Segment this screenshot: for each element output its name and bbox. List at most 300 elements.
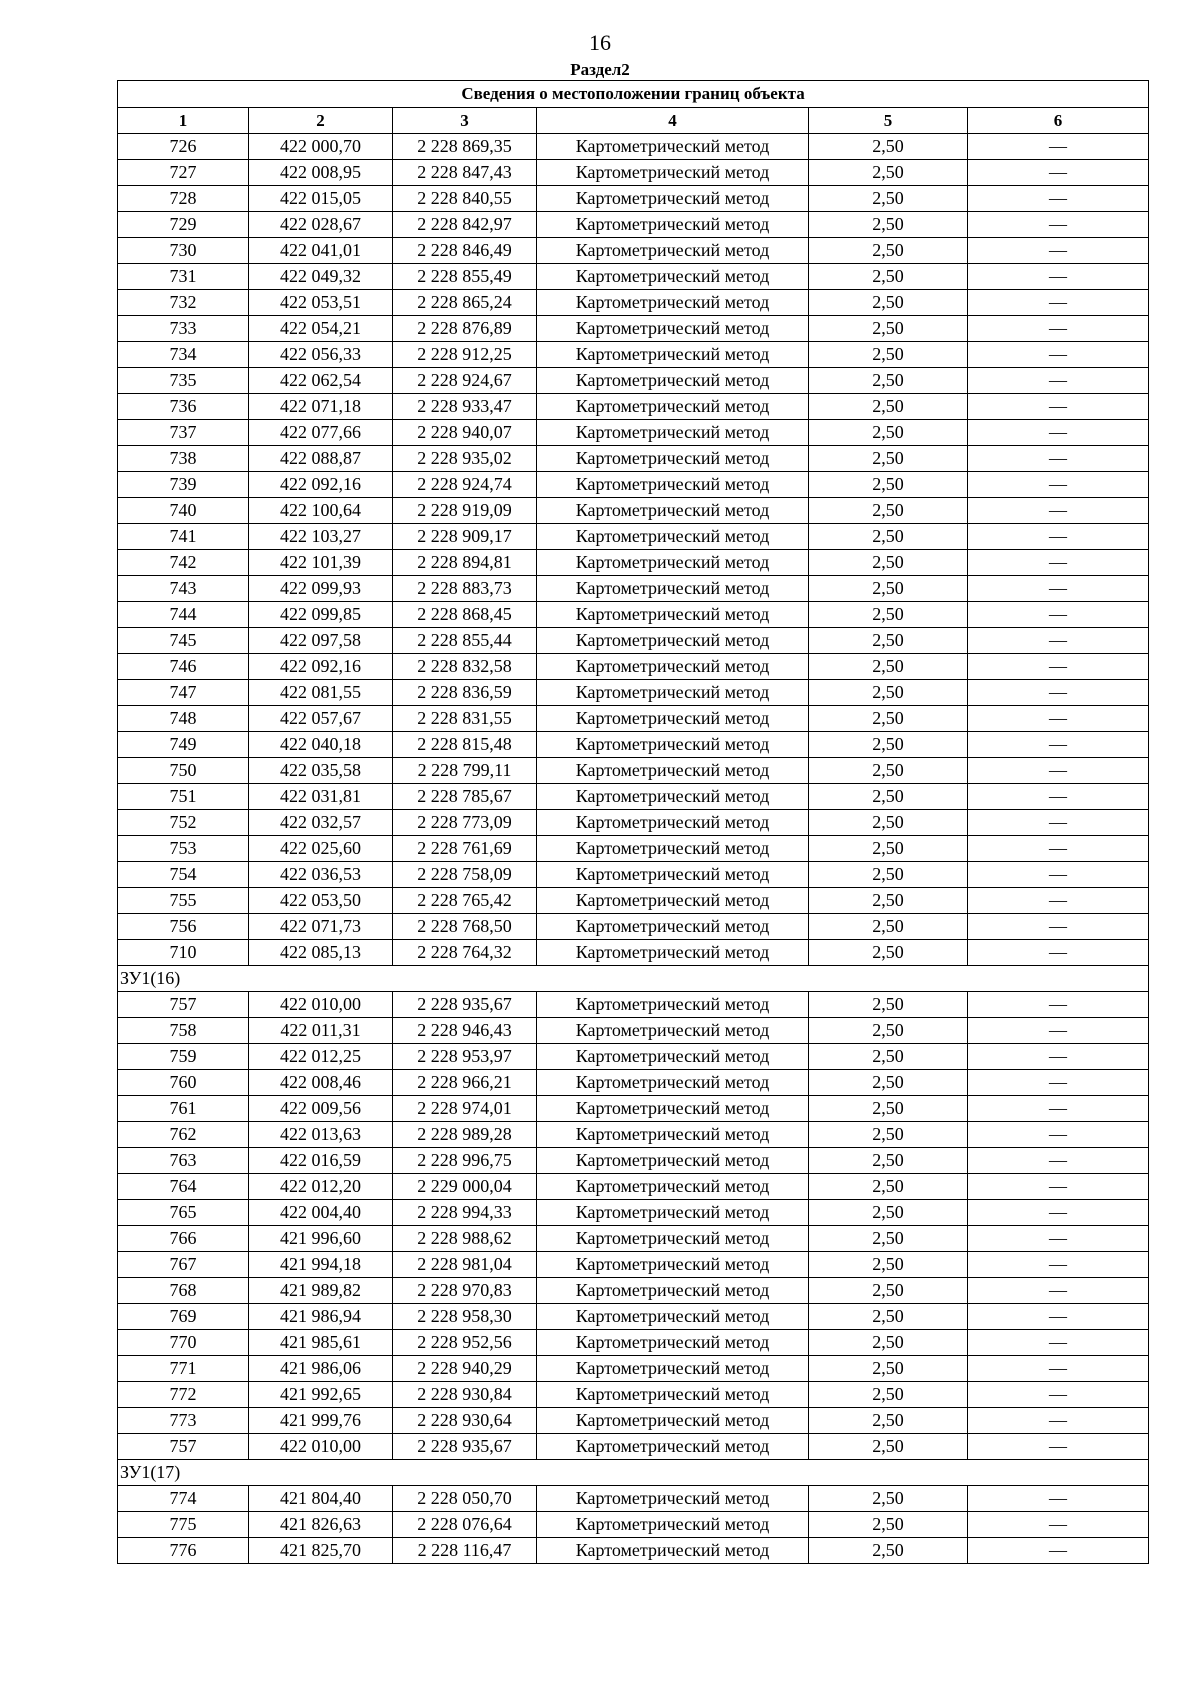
point-number-cell: 762 — [118, 1122, 249, 1148]
x-coordinate-cell: 422 015,05 — [249, 186, 393, 212]
y-coordinate-cell: 2 228 855,49 — [393, 264, 537, 290]
accuracy-cell: 2,50 — [809, 1330, 968, 1356]
section-title: Раздел2 — [570, 60, 630, 79]
point-number-cell: 754 — [118, 862, 249, 888]
y-coordinate-cell: 2 228 935,67 — [393, 992, 537, 1018]
point-number-cell: 763 — [118, 1148, 249, 1174]
x-coordinate-cell: 422 028,67 — [249, 212, 393, 238]
accuracy-cell: 2,50 — [809, 1226, 968, 1252]
table-row — [118, 836, 1149, 862]
y-coordinate-cell: 2 228 758,09 — [393, 862, 537, 888]
accuracy-cell: 2,50 — [809, 758, 968, 784]
page-number: 16 — [589, 30, 611, 55]
table-row — [118, 1070, 1149, 1096]
point-number-cell: 764 — [118, 1174, 249, 1200]
y-coordinate-cell: 2 228 894,81 — [393, 550, 537, 576]
description-cell: — — [968, 1070, 1149, 1096]
table-row — [118, 420, 1149, 446]
table-row — [118, 576, 1149, 602]
y-coordinate-cell: 2 228 953,97 — [393, 1044, 537, 1070]
y-coordinate-cell: 2 229 000,04 — [393, 1174, 537, 1200]
x-coordinate-cell: 422 035,58 — [249, 758, 393, 784]
x-coordinate-cell: 422 071,73 — [249, 914, 393, 940]
table-row — [118, 160, 1149, 186]
y-coordinate-cell: 2 228 912,25 — [393, 342, 537, 368]
y-coordinate-cell: 2 228 869,35 — [393, 134, 537, 160]
table-row — [118, 446, 1149, 472]
accuracy-cell: 2,50 — [809, 1304, 968, 1330]
point-number-cell: 772 — [118, 1382, 249, 1408]
method-cell: Картометрический метод — [537, 264, 809, 290]
method-cell: Картометрический метод — [537, 862, 809, 888]
point-number-cell: 726 — [118, 134, 249, 160]
column-number: 5 — [809, 108, 968, 134]
point-number-cell: 751 — [118, 784, 249, 810]
y-coordinate-cell: 2 228 768,50 — [393, 914, 537, 940]
point-number-cell: 739 — [118, 472, 249, 498]
group-label: ЗУ1(16) — [118, 966, 1149, 992]
method-cell: Картометрический метод — [537, 1434, 809, 1460]
point-number-cell: 755 — [118, 888, 249, 914]
method-cell: Картометрический метод — [537, 1070, 809, 1096]
method-cell: Картометрический метод — [537, 1330, 809, 1356]
x-coordinate-cell: 422 081,55 — [249, 680, 393, 706]
description-cell: — — [968, 446, 1149, 472]
y-coordinate-cell: 2 228 930,64 — [393, 1408, 537, 1434]
description-cell: — — [968, 1200, 1149, 1226]
method-cell: Картометрический метод — [537, 550, 809, 576]
x-coordinate-cell: 422 008,46 — [249, 1070, 393, 1096]
point-number-cell: 710 — [118, 940, 249, 966]
y-coordinate-cell: 2 228 974,01 — [393, 1096, 537, 1122]
point-number-cell: 727 — [118, 160, 249, 186]
accuracy-cell: 2,50 — [809, 732, 968, 758]
y-coordinate-cell: 2 228 930,84 — [393, 1382, 537, 1408]
x-coordinate-cell: 422 101,39 — [249, 550, 393, 576]
x-coordinate-cell: 422 004,40 — [249, 1200, 393, 1226]
table-row — [118, 1304, 1149, 1330]
x-coordinate-cell: 421 985,61 — [249, 1330, 393, 1356]
point-number-cell: 767 — [118, 1252, 249, 1278]
y-coordinate-cell: 2 228 832,58 — [393, 654, 537, 680]
point-number-cell: 757 — [118, 1434, 249, 1460]
description-cell: — — [968, 1096, 1149, 1122]
point-number-cell: 746 — [118, 654, 249, 680]
point-number-cell: 750 — [118, 758, 249, 784]
description-cell: — — [968, 1356, 1149, 1382]
description-cell: — — [968, 654, 1149, 680]
x-coordinate-cell: 422 008,95 — [249, 160, 393, 186]
description-cell: — — [968, 1486, 1149, 1512]
method-cell: Картометрический метод — [537, 290, 809, 316]
y-coordinate-cell: 2 228 865,24 — [393, 290, 537, 316]
description-cell: — — [968, 706, 1149, 732]
description-cell: — — [968, 368, 1149, 394]
y-coordinate-cell: 2 228 994,33 — [393, 1200, 537, 1226]
table-row — [118, 550, 1149, 576]
method-cell: Картометрический метод — [537, 186, 809, 212]
table-row — [118, 290, 1149, 316]
accuracy-cell: 2,50 — [809, 472, 968, 498]
x-coordinate-cell: 422 071,18 — [249, 394, 393, 420]
method-cell: Картометрический метод — [537, 316, 809, 342]
table-row — [118, 602, 1149, 628]
description-cell: — — [968, 524, 1149, 550]
accuracy-cell: 2,50 — [809, 290, 968, 316]
method-cell: Картометрический метод — [537, 134, 809, 160]
description-cell: — — [968, 160, 1149, 186]
y-coordinate-cell: 2 228 996,75 — [393, 1148, 537, 1174]
accuracy-cell: 2,50 — [809, 160, 968, 186]
method-cell: Картометрический метод — [537, 940, 809, 966]
column-number: 1 — [118, 108, 249, 134]
accuracy-cell: 2,50 — [809, 446, 968, 472]
x-coordinate-cell: 422 092,16 — [249, 654, 393, 680]
x-coordinate-cell: 422 077,66 — [249, 420, 393, 446]
x-coordinate-cell: 421 986,06 — [249, 1356, 393, 1382]
method-cell: Картометрический метод — [537, 888, 809, 914]
x-coordinate-cell: 422 049,32 — [249, 264, 393, 290]
table-row — [118, 524, 1149, 550]
accuracy-cell: 2,50 — [809, 1252, 968, 1278]
accuracy-cell: 2,50 — [809, 134, 968, 160]
description-cell: — — [968, 1148, 1149, 1174]
y-coordinate-cell: 2 228 970,83 — [393, 1278, 537, 1304]
table-row — [118, 1096, 1149, 1122]
table-row — [118, 706, 1149, 732]
x-coordinate-cell: 421 825,70 — [249, 1538, 393, 1564]
x-coordinate-cell: 422 085,13 — [249, 940, 393, 966]
method-cell: Картометрический метод — [537, 1252, 809, 1278]
table-row — [118, 316, 1149, 342]
table-row — [118, 1174, 1149, 1200]
x-coordinate-cell: 422 062,54 — [249, 368, 393, 394]
point-number-cell: 741 — [118, 524, 249, 550]
table-row — [118, 1512, 1149, 1538]
table-row — [118, 680, 1149, 706]
point-number-cell: 775 — [118, 1512, 249, 1538]
y-coordinate-cell: 2 228 842,97 — [393, 212, 537, 238]
table-row — [118, 134, 1149, 160]
method-cell: Картометрический метод — [537, 706, 809, 732]
accuracy-cell: 2,50 — [809, 654, 968, 680]
point-number-cell: 768 — [118, 1278, 249, 1304]
method-cell: Картометрический метод — [537, 1356, 809, 1382]
point-number-cell: 747 — [118, 680, 249, 706]
method-cell: Картометрический метод — [537, 1226, 809, 1252]
accuracy-cell: 2,50 — [809, 1096, 968, 1122]
table-row — [118, 1356, 1149, 1382]
description-cell: — — [968, 914, 1149, 940]
table-row — [118, 238, 1149, 264]
table-row — [118, 810, 1149, 836]
x-coordinate-cell: 422 011,31 — [249, 1018, 393, 1044]
point-number-cell: 776 — [118, 1538, 249, 1564]
method-cell: Картометрический метод — [537, 1408, 809, 1434]
method-cell: Картометрический метод — [537, 914, 809, 940]
method-cell: Картометрический метод — [537, 368, 809, 394]
x-coordinate-cell: 421 986,94 — [249, 1304, 393, 1330]
accuracy-cell: 2,50 — [809, 940, 968, 966]
method-cell: Картометрический метод — [537, 342, 809, 368]
x-coordinate-cell: 422 032,57 — [249, 810, 393, 836]
point-number-cell: 758 — [118, 1018, 249, 1044]
y-coordinate-cell: 2 228 876,89 — [393, 316, 537, 342]
point-number-cell: 770 — [118, 1330, 249, 1356]
description-cell: — — [968, 862, 1149, 888]
x-coordinate-cell: 422 053,51 — [249, 290, 393, 316]
accuracy-cell: 2,50 — [809, 1538, 968, 1564]
y-coordinate-cell: 2 228 935,02 — [393, 446, 537, 472]
table-row — [118, 342, 1149, 368]
description-cell: — — [968, 1512, 1149, 1538]
y-coordinate-cell: 2 228 883,73 — [393, 576, 537, 602]
description-cell: — — [968, 212, 1149, 238]
accuracy-cell: 2,50 — [809, 342, 968, 368]
method-cell: Картометрический метод — [537, 420, 809, 446]
point-number-cell: 756 — [118, 914, 249, 940]
table-row — [118, 1226, 1149, 1252]
description-cell: — — [968, 836, 1149, 862]
accuracy-cell: 2,50 — [809, 576, 968, 602]
point-number-cell: 749 — [118, 732, 249, 758]
method-cell: Картометрический метод — [537, 628, 809, 654]
method-cell: Картометрический метод — [537, 1486, 809, 1512]
point-number-cell: 760 — [118, 1070, 249, 1096]
description-cell: — — [968, 1044, 1149, 1070]
y-coordinate-cell: 2 228 764,32 — [393, 940, 537, 966]
x-coordinate-cell: 422 012,25 — [249, 1044, 393, 1070]
table-row — [118, 1408, 1149, 1434]
description-cell: — — [968, 888, 1149, 914]
description-cell: — — [968, 940, 1149, 966]
point-number-cell: 733 — [118, 316, 249, 342]
table-row — [118, 992, 1149, 1018]
accuracy-cell: 2,50 — [809, 316, 968, 342]
description-cell: — — [968, 1408, 1149, 1434]
accuracy-cell: 2,50 — [809, 524, 968, 550]
point-number-cell: 731 — [118, 264, 249, 290]
description-cell: — — [968, 1174, 1149, 1200]
description-cell: — — [968, 1434, 1149, 1460]
y-coordinate-cell: 2 228 836,59 — [393, 680, 537, 706]
x-coordinate-cell: 422 040,18 — [249, 732, 393, 758]
accuracy-cell: 2,50 — [809, 1200, 968, 1226]
point-number-cell: 765 — [118, 1200, 249, 1226]
x-coordinate-cell: 422 041,01 — [249, 238, 393, 264]
y-coordinate-cell: 2 228 958,30 — [393, 1304, 537, 1330]
y-coordinate-cell: 2 228 940,29 — [393, 1356, 537, 1382]
point-number-cell: 753 — [118, 836, 249, 862]
description-cell: — — [968, 472, 1149, 498]
table-row — [118, 394, 1149, 420]
x-coordinate-cell: 422 092,16 — [249, 472, 393, 498]
accuracy-cell: 2,50 — [809, 1174, 968, 1200]
y-coordinate-cell: 2 228 935,67 — [393, 1434, 537, 1460]
accuracy-cell: 2,50 — [809, 836, 968, 862]
y-coordinate-cell: 2 228 831,55 — [393, 706, 537, 732]
accuracy-cell: 2,50 — [809, 1018, 968, 1044]
point-number-cell: 766 — [118, 1226, 249, 1252]
x-coordinate-cell: 421 826,63 — [249, 1512, 393, 1538]
table-row — [118, 1200, 1149, 1226]
column-number: 4 — [537, 108, 809, 134]
x-coordinate-cell: 421 989,82 — [249, 1278, 393, 1304]
y-coordinate-cell: 2 228 940,07 — [393, 420, 537, 446]
column-number: 3 — [393, 108, 537, 134]
description-cell: — — [968, 1304, 1149, 1330]
y-coordinate-cell: 2 228 761,69 — [393, 836, 537, 862]
accuracy-cell: 2,50 — [809, 186, 968, 212]
point-number-cell: 728 — [118, 186, 249, 212]
column-number: 6 — [968, 108, 1149, 134]
x-coordinate-cell: 422 025,60 — [249, 836, 393, 862]
method-cell: Картометрический метод — [537, 1122, 809, 1148]
table-row — [118, 1044, 1149, 1070]
y-coordinate-cell: 2 228 116,47 — [393, 1538, 537, 1564]
description-cell: — — [968, 420, 1149, 446]
group-label: ЗУ1(17) — [118, 1460, 1149, 1486]
table-row — [118, 186, 1149, 212]
description-cell: — — [968, 186, 1149, 212]
x-coordinate-cell: 422 054,21 — [249, 316, 393, 342]
point-number-cell: 735 — [118, 368, 249, 394]
description-cell: — — [968, 732, 1149, 758]
y-coordinate-cell: 2 228 799,11 — [393, 758, 537, 784]
accuracy-cell: 2,50 — [809, 1070, 968, 1096]
description-cell: — — [968, 1018, 1149, 1044]
x-coordinate-cell: 421 999,76 — [249, 1408, 393, 1434]
table-row — [118, 472, 1149, 498]
table-row — [118, 498, 1149, 524]
accuracy-cell: 2,50 — [809, 498, 968, 524]
method-cell: Картометрический метод — [537, 836, 809, 862]
method-cell: Картометрический метод — [537, 602, 809, 628]
description-cell: — — [968, 1252, 1149, 1278]
y-coordinate-cell: 2 228 855,44 — [393, 628, 537, 654]
description-cell: — — [968, 1382, 1149, 1408]
x-coordinate-cell: 421 804,40 — [249, 1486, 393, 1512]
method-cell: Картометрический метод — [537, 576, 809, 602]
point-number-cell: 740 — [118, 498, 249, 524]
accuracy-cell: 2,50 — [809, 368, 968, 394]
accuracy-cell: 2,50 — [809, 992, 968, 1018]
y-coordinate-cell: 2 228 919,09 — [393, 498, 537, 524]
table-row — [118, 888, 1149, 914]
accuracy-cell: 2,50 — [809, 810, 968, 836]
description-cell: — — [968, 1122, 1149, 1148]
table-row — [118, 628, 1149, 654]
y-coordinate-cell: 2 228 909,17 — [393, 524, 537, 550]
x-coordinate-cell: 422 100,64 — [249, 498, 393, 524]
y-coordinate-cell: 2 228 773,09 — [393, 810, 537, 836]
table-row — [118, 1330, 1149, 1356]
accuracy-cell: 2,50 — [809, 1382, 968, 1408]
x-coordinate-cell: 422 012,20 — [249, 1174, 393, 1200]
table-row — [118, 914, 1149, 940]
x-coordinate-cell: 422 016,59 — [249, 1148, 393, 1174]
point-number-cell: 738 — [118, 446, 249, 472]
x-coordinate-cell: 422 053,50 — [249, 888, 393, 914]
column-number-row — [118, 108, 1149, 134]
method-cell: Картометрический метод — [537, 524, 809, 550]
method-cell: Картометрический метод — [537, 394, 809, 420]
table-row — [118, 1148, 1149, 1174]
description-cell: — — [968, 1278, 1149, 1304]
group-row — [118, 1460, 1149, 1486]
point-number-cell: 732 — [118, 290, 249, 316]
method-cell: Картометрический метод — [537, 992, 809, 1018]
accuracy-cell: 2,50 — [809, 212, 968, 238]
method-cell: Картометрический метод — [537, 498, 809, 524]
x-coordinate-cell: 422 031,81 — [249, 784, 393, 810]
description-cell: — — [968, 680, 1149, 706]
table-row — [118, 1382, 1149, 1408]
description-cell: — — [968, 602, 1149, 628]
description-cell: — — [968, 550, 1149, 576]
y-coordinate-cell: 2 228 868,45 — [393, 602, 537, 628]
method-cell: Картометрический метод — [537, 680, 809, 706]
point-number-cell: 761 — [118, 1096, 249, 1122]
point-number-cell: 734 — [118, 342, 249, 368]
accuracy-cell: 2,50 — [809, 1408, 968, 1434]
description-cell: — — [968, 264, 1149, 290]
description-cell: — — [968, 498, 1149, 524]
y-coordinate-cell: 2 228 924,67 — [393, 368, 537, 394]
table-row — [118, 940, 1149, 966]
method-cell: Картометрический метод — [537, 238, 809, 264]
group-row — [118, 966, 1149, 992]
description-cell: — — [968, 316, 1149, 342]
accuracy-cell: 2,50 — [809, 628, 968, 654]
point-number-cell: 748 — [118, 706, 249, 732]
x-coordinate-cell: 422 009,56 — [249, 1096, 393, 1122]
method-cell: Картометрический метод — [537, 1538, 809, 1564]
accuracy-cell: 2,50 — [809, 1278, 968, 1304]
point-number-cell: 737 — [118, 420, 249, 446]
point-number-cell: 729 — [118, 212, 249, 238]
method-cell: Картометрический метод — [537, 1044, 809, 1070]
table-row — [118, 264, 1149, 290]
table-row — [118, 368, 1149, 394]
method-cell: Картометрический метод — [537, 212, 809, 238]
point-number-cell: 769 — [118, 1304, 249, 1330]
accuracy-cell: 2,50 — [809, 394, 968, 420]
method-cell: Картометрический метод — [537, 758, 809, 784]
table-row — [118, 1252, 1149, 1278]
point-number-cell: 730 — [118, 238, 249, 264]
point-number-cell: 771 — [118, 1356, 249, 1382]
accuracy-cell: 2,50 — [809, 238, 968, 264]
y-coordinate-cell: 2 228 785,67 — [393, 784, 537, 810]
point-number-cell: 752 — [118, 810, 249, 836]
x-coordinate-cell: 422 099,93 — [249, 576, 393, 602]
description-cell: — — [968, 784, 1149, 810]
accuracy-cell: 2,50 — [809, 264, 968, 290]
y-coordinate-cell: 2 228 076,64 — [393, 1512, 537, 1538]
method-cell: Картометрический метод — [537, 1018, 809, 1044]
point-number-cell: 745 — [118, 628, 249, 654]
table-row — [118, 1486, 1149, 1512]
method-cell: Картометрический метод — [537, 1200, 809, 1226]
method-cell: Картометрический метод — [537, 160, 809, 186]
accuracy-cell: 2,50 — [809, 680, 968, 706]
x-coordinate-cell: 421 994,18 — [249, 1252, 393, 1278]
x-coordinate-cell: 422 056,33 — [249, 342, 393, 368]
description-cell: — — [968, 1330, 1149, 1356]
y-coordinate-cell: 2 228 815,48 — [393, 732, 537, 758]
table-body — [118, 134, 1149, 1564]
